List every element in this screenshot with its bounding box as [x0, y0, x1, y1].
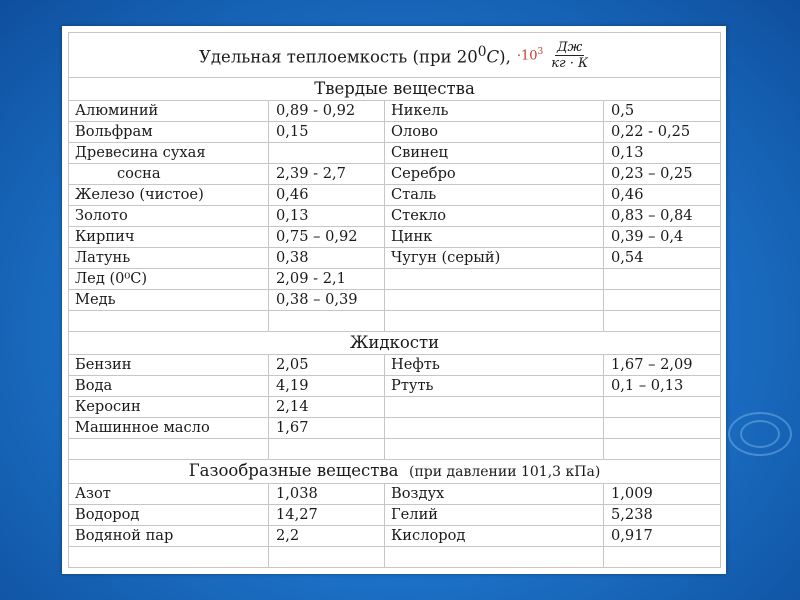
value-cell [604, 269, 721, 290]
table-title [69, 33, 721, 78]
value-cell: 0,54 [604, 248, 721, 269]
value-cell: 0,38 – 0,39 [269, 290, 385, 311]
value-cell: 0,22 - 0,25 [604, 122, 721, 143]
substance-name: Сталь [385, 185, 604, 206]
empty-cell [269, 311, 385, 332]
empty-cell [604, 439, 721, 460]
value-cell: 1,67 – 2,09 [604, 355, 721, 376]
value-cell: 0,46 [269, 185, 385, 206]
value-cell: 0,83 – 0,84 [604, 206, 721, 227]
value-cell: 1,038 [269, 484, 385, 505]
section-row [69, 78, 721, 101]
table-row [69, 143, 721, 164]
substance-name: Ртуть [385, 376, 604, 397]
value-cell [604, 418, 721, 439]
value-cell: 1,67 [269, 418, 385, 439]
value-cell [604, 290, 721, 311]
section-heading-note: (при давлении 101,3 кПа) [408, 464, 601, 480]
empty-cell [385, 547, 604, 568]
value-cell: 0,38 [269, 248, 385, 269]
substance-name: Свинец [385, 143, 604, 164]
substance-name: Вода [69, 376, 269, 397]
empty-row [69, 547, 721, 568]
value-cell: 2,2 [269, 526, 385, 547]
empty-cell [269, 547, 385, 568]
substance-name: Гелий [385, 505, 604, 526]
table-row [69, 484, 721, 505]
table-row [69, 269, 721, 290]
value-cell: 0,1 – 0,13 [604, 376, 721, 397]
table-row [69, 290, 721, 311]
empty-cell [269, 439, 385, 460]
empty-cell [385, 311, 604, 332]
slide-card [62, 26, 726, 574]
table-row [69, 248, 721, 269]
substance-name [385, 290, 604, 311]
value-cell: 0,13 [269, 206, 385, 227]
substance-name [385, 397, 604, 418]
substance-name: Водород [69, 505, 269, 526]
substance-name: Железо (чистое) [69, 185, 269, 206]
empty-cell [604, 311, 721, 332]
empty-row [69, 311, 721, 332]
table-row [69, 376, 721, 397]
title-row [69, 33, 721, 78]
section-heading-gases: Газообразные вещества (при давлении 101,3 кПа) [69, 460, 721, 484]
value-cell: 0,23 – 0,25 [604, 164, 721, 185]
title-coefficient: $\cdot 10^3$ [516, 46, 544, 64]
substance-name: Лед (0⁰С) [69, 269, 269, 290]
table-row [69, 505, 721, 526]
section-row [69, 460, 721, 484]
value-cell: 2,09 - 2,1 [269, 269, 385, 290]
substance-name: Азот [69, 484, 269, 505]
value-cell: 0,13 [604, 143, 721, 164]
substance-name: сосна [69, 164, 269, 185]
table-row [69, 397, 721, 418]
substance-name: Латунь [69, 248, 269, 269]
substance-name: Нефть [385, 355, 604, 376]
empty-cell [604, 547, 721, 568]
table-row [69, 185, 721, 206]
substance-name: Олово [385, 122, 604, 143]
substance-name: Вольфрам [69, 122, 269, 143]
value-cell [269, 143, 385, 164]
table-row [69, 122, 721, 143]
value-cell: 2,05 [269, 355, 385, 376]
value-cell: 0,917 [604, 526, 721, 547]
value-cell: 4,19 [269, 376, 385, 397]
substance-name: Чугун (серый) [385, 248, 604, 269]
substance-name: Бензин [69, 355, 269, 376]
table-row [69, 101, 721, 122]
heat-capacity-table [68, 32, 721, 568]
substance-name: Никель [385, 101, 604, 122]
value-cell: 2,14 [269, 397, 385, 418]
value-cell: 0,89 - 0,92 [269, 101, 385, 122]
table-row [69, 526, 721, 547]
value-cell: 0,75 – 0,92 [269, 227, 385, 248]
table-row [69, 418, 721, 439]
substance-name: Золото [69, 206, 269, 227]
substance-name: Стекло [385, 206, 604, 227]
empty-row [69, 439, 721, 460]
empty-cell [69, 439, 269, 460]
title-text: Удельная теплоемкость (при $20^0С$), [198, 43, 511, 67]
table-row [69, 355, 721, 376]
value-cell: 0,15 [269, 122, 385, 143]
unit-fraction: $\frac{Дж}{кг \cdot К}$ [551, 39, 589, 71]
table-row [69, 164, 721, 185]
table-row [69, 227, 721, 248]
substance-name: Воздух [385, 484, 604, 505]
water-ripple-decoration-inner [740, 420, 780, 448]
value-cell: 0,46 [604, 185, 721, 206]
value-cell: 0,5 [604, 101, 721, 122]
substance-name: Серебро [385, 164, 604, 185]
substance-name: Керосин [69, 397, 269, 418]
substance-name: Медь [69, 290, 269, 311]
value-cell: 14,27 [269, 505, 385, 526]
value-cell: 5,238 [604, 505, 721, 526]
section-heading-liquids: Жидкости [69, 332, 721, 355]
substance-name: Кирпич [69, 227, 269, 248]
value-cell: 1,009 [604, 484, 721, 505]
value-cell: 2,39 - 2,7 [269, 164, 385, 185]
value-cell: 0,39 – 0,4 [604, 227, 721, 248]
substance-name: Древесина сухая [69, 143, 269, 164]
section-row [69, 332, 721, 355]
value-cell [604, 397, 721, 418]
substance-name: Алюминий [69, 101, 269, 122]
substance-name: Водяной пар [69, 526, 269, 547]
section-heading-solids: Твердые вещества [69, 78, 721, 101]
table-row [69, 206, 721, 227]
substance-name [385, 269, 604, 290]
substance-name: Машинное масло [69, 418, 269, 439]
empty-cell [385, 439, 604, 460]
empty-cell [69, 311, 269, 332]
substance-name: Кислород [385, 526, 604, 547]
empty-cell [69, 547, 269, 568]
substance-name [385, 418, 604, 439]
substance-name: Цинк [385, 227, 604, 248]
